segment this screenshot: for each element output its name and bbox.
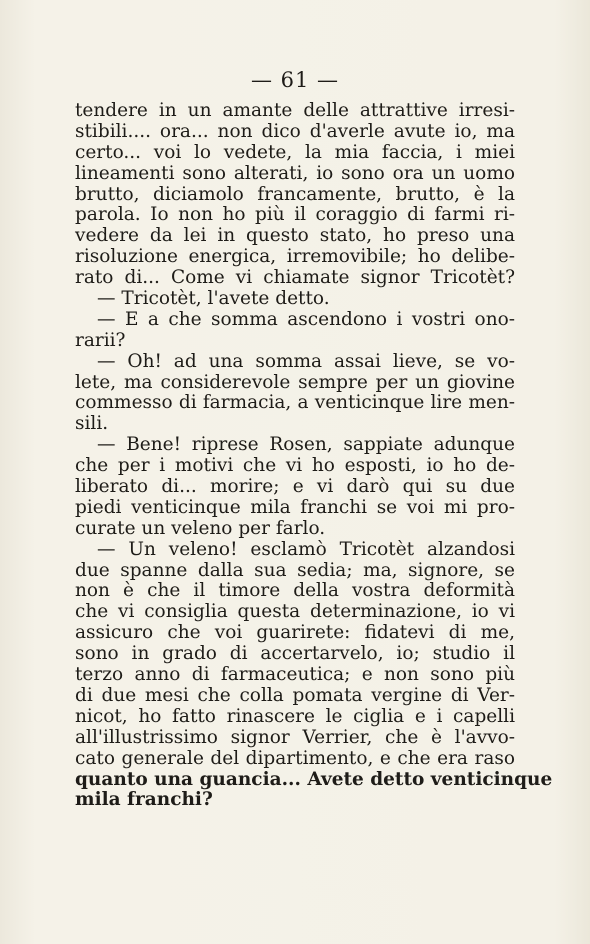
text-line: liberato di... morire; e vi darò qui su due xyxy=(75,476,515,498)
text-line: quanto una guancia... Avete detto venticinque xyxy=(75,768,553,790)
text-line: sono in grado di accertarvelo, io; studio il xyxy=(75,643,515,665)
text-line: stibili.... ora... non dico d'averle avute io, ma xyxy=(75,120,515,142)
text-line: lete, ma considerevole sempre per un giovine xyxy=(75,371,515,393)
text-line: rarii? xyxy=(75,329,126,351)
text-line: assicuro che voi guarirete: fidatevi di me, xyxy=(75,622,515,644)
text-line: nicot, ho fatto rinascere le ciglia e i capelli xyxy=(75,705,515,727)
text-line: tendere in un amante delle attrattive irresi- xyxy=(75,100,515,121)
text-line: curate un veleno per farlo. xyxy=(75,517,326,539)
text-line: terzo anno di farmaceutica; e non sono più xyxy=(75,664,515,686)
text-line: sili. xyxy=(75,413,109,435)
body-text xyxy=(75,100,553,811)
text-line: all'illustrissimo signor Verrier, che è l'avvo- xyxy=(75,726,515,748)
dialogue-line: — Un veleno! esclamò Tricotèt alzandosi xyxy=(97,538,515,560)
dialogue-line: — E a che somma ascendono i vostri ono- xyxy=(97,308,515,330)
text-line: non è che il timore della vostra deformità xyxy=(75,580,515,602)
text-line: brutto, diciamolo francamente, brutto, è la xyxy=(75,183,515,205)
text-line: certo... voi lo vedete, la mia faccia, i miei xyxy=(75,141,515,163)
dialogue-line: — Bene! riprese Rosen, sappiate adunque xyxy=(97,434,515,456)
page-number: — 61 — xyxy=(250,68,340,92)
text-line: risoluzione energica, irremovibile; ho delibe- xyxy=(75,246,515,268)
text-line: rato di... Come vi chiamate signor Tricotèt? xyxy=(75,267,515,289)
text-line: che per i motivi che vi ho esposti, io ho de- xyxy=(75,455,515,477)
text-line: lineamenti sono alterati, io sono ora un uomo xyxy=(75,162,515,184)
text-line: di due mesi che colla pomata vergine di Ver- xyxy=(75,684,515,706)
text-line: due spanne dalla sua sedia; ma, signore, se xyxy=(75,559,515,581)
text-line: vedere da lei in questo stato, ho preso una xyxy=(75,225,515,247)
dialogue-line: — Tricotèt, l'avete detto. xyxy=(97,288,330,310)
text-line: cato generale del dipartimento, e che era raso xyxy=(75,747,515,769)
text-line: piedi venticinque mila franchi se voi mi pro- xyxy=(75,496,515,518)
dialogue-line: — Oh! ad una somma assai lieve, se vo- xyxy=(97,350,515,372)
text-line: mila franchi? xyxy=(75,789,213,811)
text-line: parola. Io non ho più il coraggio di farmi ri- xyxy=(75,204,515,226)
text-line: che vi consiglia questa determinazione, io vi xyxy=(75,601,515,623)
text-line: commesso di farmacia, a venticinque lire men- xyxy=(75,392,515,414)
